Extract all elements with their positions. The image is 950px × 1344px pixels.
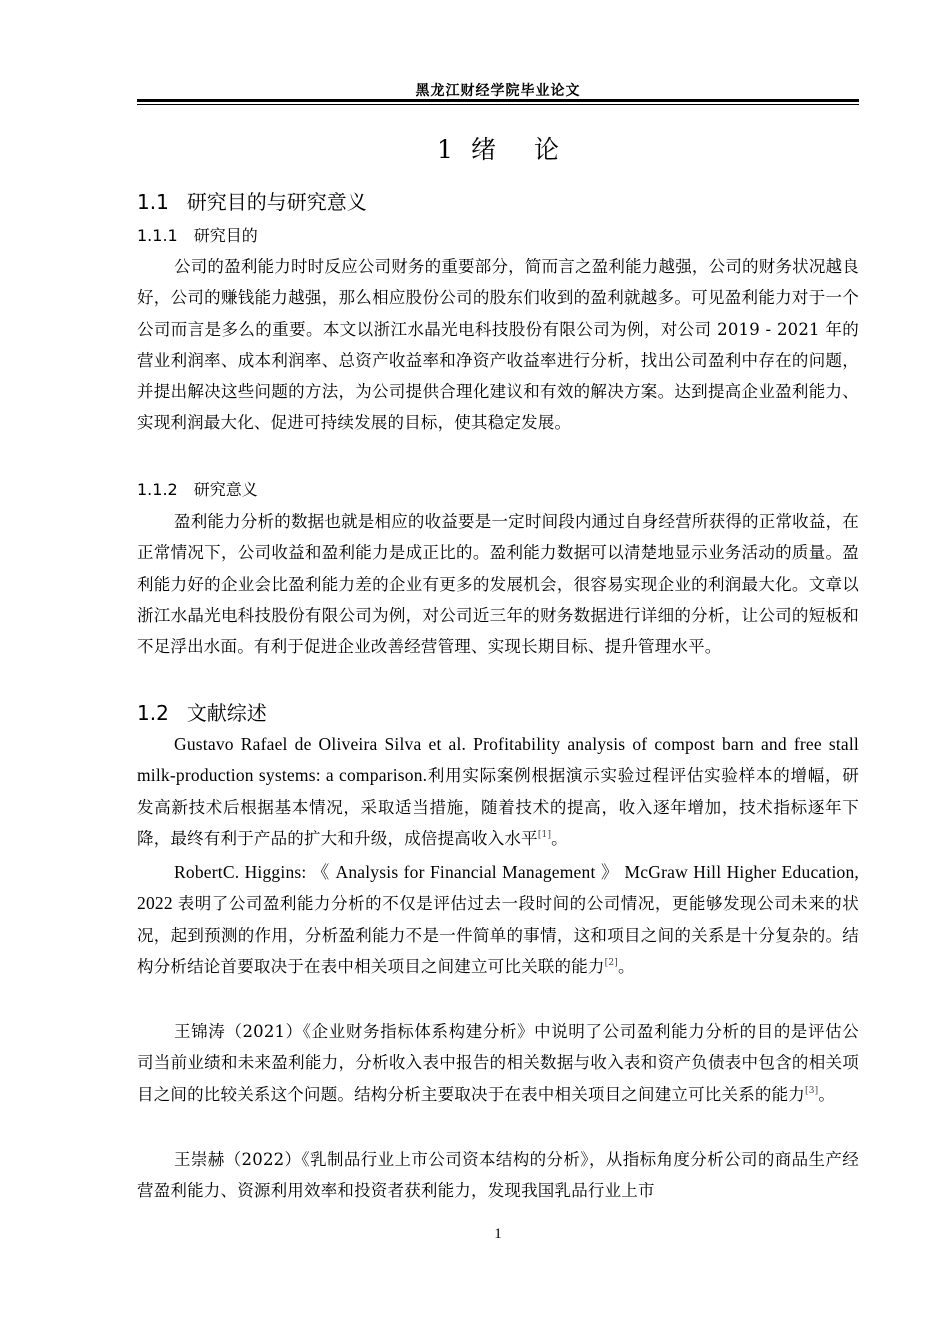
header-rule-thin [137, 104, 859, 105]
subsection-number: 1.1.2 [137, 480, 178, 499]
citation-marker: [3] [805, 1085, 819, 1096]
subsection-heading-1-1-2 [137, 478, 258, 502]
subsection-number: 1.1.1 [137, 226, 178, 245]
citation-marker: [1] [537, 829, 552, 840]
section-number: 1.2 [137, 701, 169, 725]
section-heading-1-1 [137, 188, 367, 216]
paragraph-research-purpose: 公司的盈利能力时时反应公司财务的重要部分，简而言之盈利能力越强，公司的财务状况越良好，公司的赚钱能力越强，那么相应股份公司的股东们收到的盈利就越多。可见盈利能力对于一个公司而言是多么的重要。本文以浙江水晶光电科技股份有限公司为例，对公司 2019 - 2021 年的营业利润率、成本利润率、总资产收益率和净资产收益率进行分析，找出公司盈利中存在的问题，并提出解决这些问题的方法，为公司提供合理化建议和有效的解决方案。达到提高企业盈利能力、实现利润最大化、促进可持续发展的目标，使其稳定发展。 [137, 257, 859, 433]
section-number: 1.1 [137, 190, 169, 214]
paragraph-literature-3 [137, 1016, 859, 1110]
paragraph-end: 。 [551, 828, 568, 848]
paragraph-text: 表明了公司盈利能力分析的不仅是评估过去一段时间的公司情况，更能够发现公司未来的状况，起到预测的作用，分析盈利能力不是一件简单的事情，这和项目之间的关系是十分复杂的。结构分析结论首要取决于在表中相关项目之间建立可比关联的能力 [137, 894, 860, 976]
section-heading-1-2 [137, 699, 267, 727]
paragraph-end: 。 [617, 956, 635, 976]
subsection-title: 研究目的 [193, 226, 258, 245]
reference-text-en: RobertC. Higgins: 《 Analysis for Financial Management 》 McGraw Hill Higher Education, 2022 [137, 862, 859, 914]
reference-text-en: Gustavo Rafael de Oliveira Silva et al. Profitability analysis of compost barn and free stall milk-production systems: a comparison. [137, 734, 859, 786]
chapter-title [137, 133, 859, 167]
subsection-heading-1-1-1 [137, 224, 258, 248]
section-title: 研究目的与研究意义 [186, 190, 367, 214]
chapter-title-part2: 论 [533, 135, 559, 164]
running-header: 黑龙江财经学院毕业论文 [415, 83, 581, 99]
chapter-number: 1 [437, 135, 453, 164]
paragraph-research-significance: 盈利能力分析的数据也就是相应的收益要是一定时间段内通过自身经营所获得的正常收益，在正常情况下，公司收益和盈利能力是成正比的。盈利能力数据可以清楚地显示业务活动的质量。盈利能力好的企业会比盈利能力差的企业有更多的发展机会，很容易实现企业的利润最大化。文章以浙江水晶光电科技股份有限公司为例，对公司近三年的财务数据进行详细的分析，让公司的短板和不足浮出水面。有利于促进企业改善经营管理、实现长期目标、提升管理水平。 [137, 512, 859, 657]
chapter-title-part1: 绪 [470, 135, 496, 164]
paragraph-text: 利用实际案例根据演示实验过程评估实验样本的增幅，研发高新技术后根据基本情况，采取适当措施，随着技术的提高，收入逐年增加，技术指标逐年下降，最终有利于产品的扩大和升级，成倍提高收入水平 [137, 766, 859, 848]
paragraph-literature-4: 王崇赫（2022）《乳制品行业上市公司资本结构的分析》，从指标角度分析公司的商品生产经营盈利能力、资源利用效率和投资者获利能力，发现我国乳品行业上市 [137, 1150, 859, 1201]
section-title: 文献综述 [186, 701, 267, 725]
paragraph-text: 王锦涛（2021）《企业财务指标体系构建分析》中说明了公司盈利能力分析的目的是评估公司当前业绩和未来盈利能力，分析收入表中报告的相关数据与收入表和资产负债表中包含的相关项目之间的比较关系这个问题。结构分析主要取决于在表中相关项目之间建立可比关系的能力 [137, 1022, 859, 1104]
paragraph-literature-2 [137, 857, 859, 982]
citation-marker: [2] [604, 957, 618, 968]
page-number: 1 [494, 1226, 502, 1242]
subsection-title: 研究意义 [193, 480, 258, 499]
paragraph-literature-1 [137, 729, 859, 854]
paragraph-end: 。 [818, 1084, 836, 1104]
header-rule-thick [137, 99, 859, 102]
